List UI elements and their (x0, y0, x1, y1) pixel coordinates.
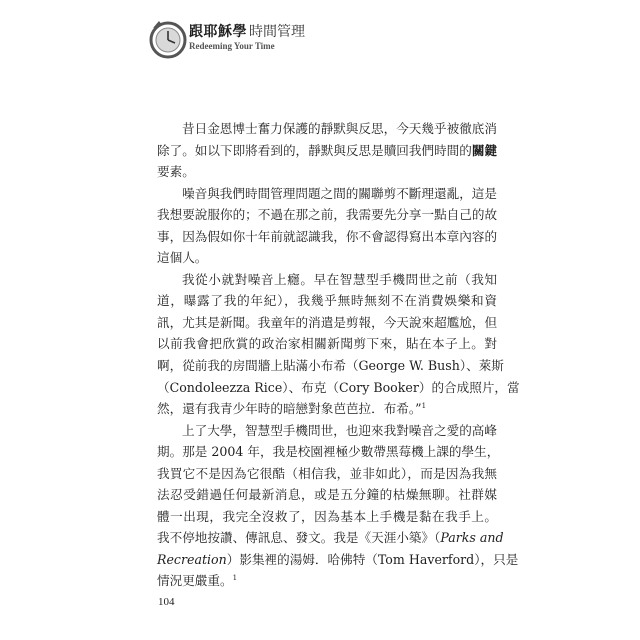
show-title-en-cont: Recreation (157, 551, 227, 567)
text-line: Recreation）影集裡的湯姆．哈佛特（Tom Haverford），只是 (157, 551, 519, 567)
book-subtitle: Redeeming Your Time (189, 41, 275, 51)
show-title-en: Parks and (440, 530, 504, 546)
text-line: 法忍受錯過任何最新消息，或是五分鐘的枯燥無聊。社群媒 (157, 487, 497, 503)
book-title (189, 21, 305, 41)
text-line: 我從小就對噪音上癮。早在智慧型手機問世之前（我知 (182, 271, 497, 287)
text-line: 然，還有我青少年時的暗戀對象芭芭拉．布希。”$^1$ (157, 401, 427, 417)
text-line: 以前我會把欣賞的政治家相關新聞剪下來，貼在本子上。對 (157, 336, 497, 352)
text-line: 上了大學，智慧型手機問世，也迎來我對噪音之愛的高峰 (182, 422, 497, 438)
text-line: （Condoleezza Rice）、布克（Cory Booker）的合成照片，當 (157, 379, 520, 395)
text-line: 事，因為假如你十年前就認識我，你不會認得寫出本章內容的 (157, 228, 498, 244)
text-line: 這個人。 (157, 250, 208, 266)
text-line: 昔日金恩博士奮力保護的靜默與反思，今天幾乎被徹底消 (182, 121, 497, 136)
page-number: 104 (158, 596, 175, 608)
clock-icon (147, 16, 193, 62)
running-header (147, 16, 347, 66)
text-line: 噪音與我們時間管理問題之間的關聯剪不斷理還亂，這是 (182, 185, 497, 201)
text-line: 我買它不是因為它很酷（相信我，並非如此），而是因為我無 (157, 465, 497, 481)
text-line: 我想要說服你的；不過在那之前，我需要先分享一點自己的故 (157, 207, 498, 223)
footnote-marker: 1 (421, 401, 427, 410)
text-line: 我不停地按讚、傳訊息、發文。我是《天涯小築》（Parks and (157, 530, 504, 546)
text-line: 道，曝露了我的年紀），我幾乎無時無刻不在消費娛樂和資 (157, 293, 497, 309)
text-line: 啊，從前我的房間牆上貼滿小布希（George W. Bush）、萊斯 (157, 358, 504, 374)
footnote-marker: 1 (232, 574, 238, 583)
text-line: 體一出現，我完全沒救了，因為基本上手機是黏在我手上。 (157, 508, 497, 524)
book-title-bold: 跟耶穌學 (189, 24, 247, 40)
body-text (157, 118, 520, 592)
book-title-light: 時間管理 (249, 24, 305, 40)
text-line: 期。那是 2004 年，我是校園裡極少數帶黑莓機上課的學生， (157, 444, 500, 460)
emphasis-word: 關鍵 (471, 142, 498, 158)
text-line: 情況更嚴重。$^1$ (157, 573, 238, 589)
text-line: 除了。如以下即將看到的，靜默與反思是贖回我們時間的關鍵 (157, 142, 498, 158)
text-line: 訊，尤其是新聞。我童年的消遣是剪報，今天說來超尷尬，但 (157, 314, 498, 330)
text-line: 要素。 (157, 164, 195, 180)
